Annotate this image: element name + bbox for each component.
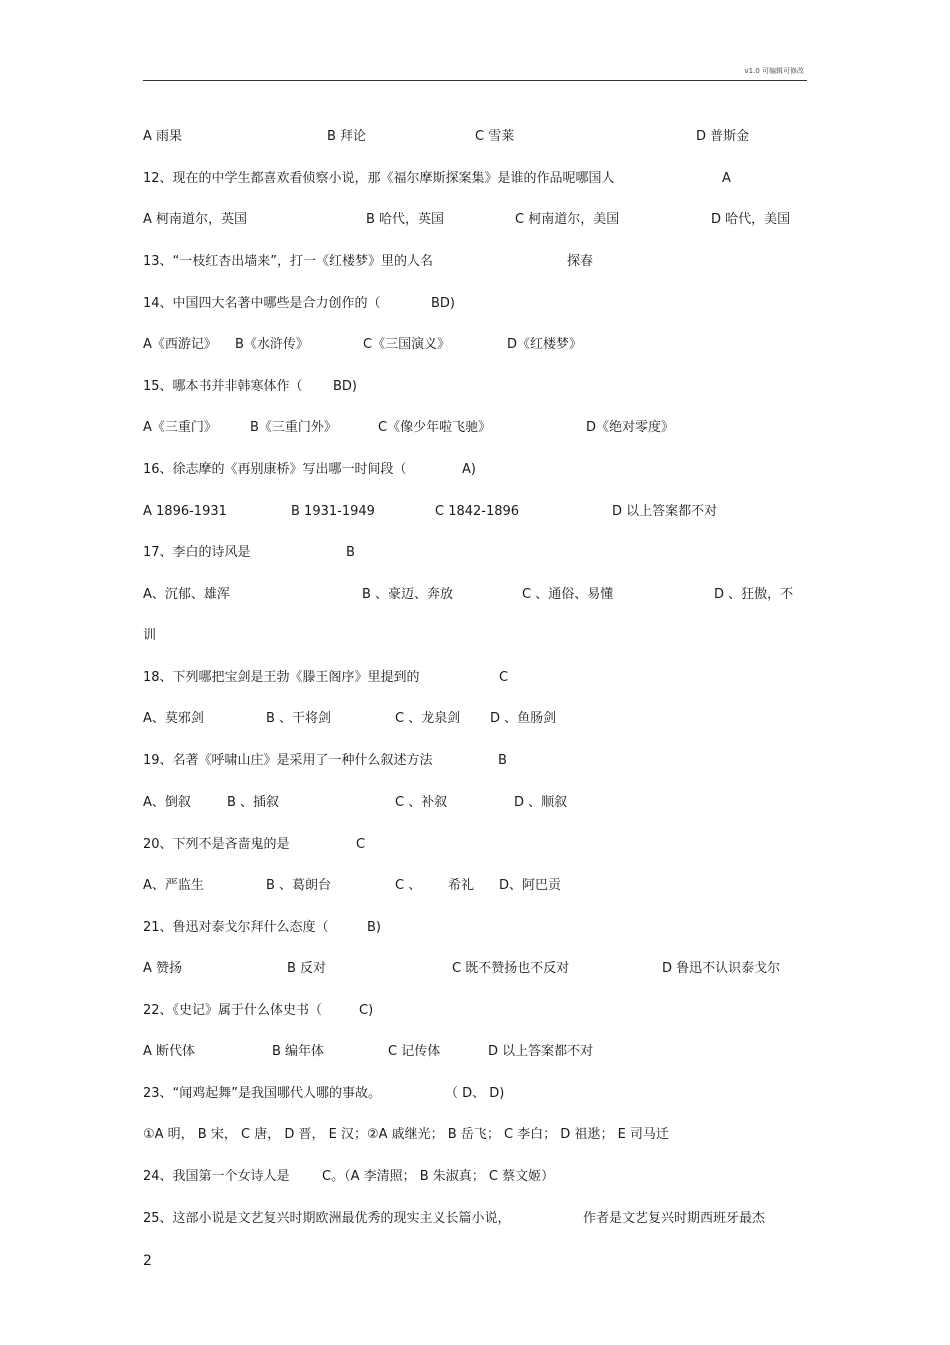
text-line: [0, 1167, 950, 1187]
line-segment: A): [462, 462, 476, 477]
line-segment: B 、豪迈、奔放: [362, 587, 454, 602]
line-segment: D 以上答案都不对: [612, 504, 718, 519]
line-segment: BD): [431, 296, 456, 311]
text-line: [0, 918, 950, 938]
text-line: [0, 1042, 950, 1062]
line-segment: C《三国演义》: [363, 337, 451, 352]
line-segment: BD): [333, 379, 358, 394]
line-segment: C: [499, 670, 509, 685]
line-segment: D 、顺叙: [514, 795, 568, 810]
line-text: A 雨果: [143, 129, 183, 144]
line-segment: B 哈代，英国: [366, 212, 445, 227]
page-number: 2: [143, 1253, 152, 1269]
line-text: 25、这部小说是文艺复兴时期欧洲最优秀的现实主义长篇小说，: [143, 1211, 511, 1226]
line-segment: C): [359, 1003, 374, 1018]
line-segment: C 雪莱: [475, 129, 515, 144]
text-line: [0, 294, 950, 314]
text-line: [0, 959, 950, 979]
text-line: [0, 709, 950, 729]
line-segment: D 普斯金: [696, 129, 750, 144]
line-segment: D 以上答案都不对: [488, 1044, 594, 1059]
line-segment: C《像少年啦飞驰》: [378, 420, 492, 435]
line-segment: C 既不赞扬也不反对: [452, 961, 570, 976]
line-segment: A: [722, 171, 731, 186]
line-segment: B 编年体: [272, 1044, 325, 1059]
line-segment: B 、葛朗台: [266, 878, 332, 893]
line-text: 14、中国四大名著中哪些是合力创作的（: [143, 296, 381, 311]
header-rule: [143, 80, 807, 81]
line-segment: B 反对: [287, 961, 327, 976]
text-line: [0, 377, 950, 397]
line-segment: C 、龙泉剑: [395, 711, 461, 726]
line-text: A、沉郁、雄浑: [143, 587, 230, 602]
line-segment: B《水浒传》: [235, 337, 309, 352]
line-segment: D、阿巴贡: [499, 878, 562, 893]
text-line: [0, 502, 950, 522]
line-text: 23、“闻鸡起舞”是我国哪代人哪的事故。: [143, 1086, 382, 1101]
text-line: [0, 751, 950, 771]
text-line: [0, 418, 950, 438]
line-segment: B 1931-1949: [291, 504, 375, 519]
line-text: 22、《史记》属于什么体史书（: [143, 1003, 323, 1018]
line-text: 19、名著《呼啸山庄》是采用了一种什么叙述方法: [143, 753, 433, 768]
line-text: 13、“一枝红杏出墙来”，打一《红楼梦》里的人名: [143, 254, 434, 269]
line-text: A 断代体: [143, 1044, 196, 1059]
line-text: A 柯南道尔，英国: [143, 212, 248, 227]
line-text: A《西游记》: [143, 337, 217, 352]
text-line: [0, 1001, 950, 1021]
text-line: [0, 1084, 950, 1104]
line-segment: C 柯南道尔，美国: [515, 212, 620, 227]
line-segment: B《三重门外》: [250, 420, 337, 435]
line-text: A、严监生: [143, 878, 204, 893]
line-text: A 1896-1931: [143, 504, 227, 519]
line-segment: C: [356, 837, 366, 852]
line-text: A、莫邪剑: [143, 711, 204, 726]
line-segment: B 拜论: [327, 129, 367, 144]
line-segment: C 记传体: [388, 1044, 441, 1059]
line-text: 16、徐志摩的《再别康桥》写出哪一时间段（: [143, 462, 407, 477]
text-line: [0, 835, 950, 855]
line-segment: B 、干将剑: [266, 711, 332, 726]
line-text: 24、我国第一个女诗人是: [143, 1169, 290, 1184]
line-segment: B 、插叙: [227, 795, 280, 810]
line-segment: D《绝对零度》: [586, 420, 675, 435]
line-segment: D 、鱼肠剑: [490, 711, 557, 726]
line-segment: C。（A 李清照； B 朱淑真； C 蔡文姬）: [322, 1169, 555, 1184]
text-line: [0, 626, 950, 646]
line-segment: （ D、 D): [445, 1086, 505, 1101]
line-segment: D 哈代，美国: [711, 212, 791, 227]
line-text: 12、现在的中学生都喜欢看侦察小说，那《福尔摩斯探案集》是谁的作品呢哪国人: [143, 171, 615, 186]
line-text: A 赞扬: [143, 961, 183, 976]
line-segment: C 1842-1896: [435, 504, 520, 519]
line-segment: C 、: [395, 878, 422, 893]
line-segment: B): [367, 920, 381, 935]
line-segment: B: [346, 545, 355, 560]
line-text: 15、哪本书并非韩寒体作（: [143, 379, 303, 394]
line-text: A《三重门》: [143, 420, 217, 435]
line-text: 17、李白的诗风是: [143, 545, 251, 560]
line-segment: 希礼: [448, 878, 475, 893]
header-version-tag: v1.0 可编辑可修改: [744, 67, 804, 75]
text-line: [0, 543, 950, 563]
line-segment: 探春: [567, 254, 594, 269]
text-line: [0, 585, 950, 605]
text-line: [0, 1209, 950, 1229]
line-text: 训: [143, 628, 157, 643]
text-line: [0, 793, 950, 813]
line-segment: D 鲁迅不认识泰戈尔: [662, 961, 781, 976]
text-line: [0, 460, 950, 480]
text-line: [0, 210, 950, 230]
line-segment: 作者是文艺复兴时期西班牙最杰: [583, 1211, 766, 1226]
line-text: A、倒叙: [143, 795, 191, 810]
line-text: 21、鲁迅对泰戈尔拜什么态度（: [143, 920, 329, 935]
line-segment: C 、补叙: [395, 795, 448, 810]
line-text: 18、下列哪把宝剑是王勃《滕王阁序》里提到的: [143, 670, 420, 685]
text-line: [0, 668, 950, 688]
line-segment: C 、通俗、易懂: [522, 587, 614, 602]
line-segment: D《红楼梦》: [507, 337, 583, 352]
line-text: 20、下列不是吝啬鬼的是: [143, 837, 290, 852]
line-text: ①A 明， B 宋， C 唐， D 晋， E 汉；②A 戚继光； B 岳飞； C 李白； D 祖逖； E 司马迁: [143, 1127, 669, 1142]
text-line: [0, 252, 950, 272]
text-line: [0, 169, 950, 189]
text-line: [0, 127, 950, 147]
text-line: [0, 876, 950, 896]
text-line: [0, 335, 950, 355]
line-segment: D 、狂傲，不: [714, 587, 794, 602]
line-segment: B: [498, 753, 507, 768]
text-line: [0, 1125, 950, 1145]
